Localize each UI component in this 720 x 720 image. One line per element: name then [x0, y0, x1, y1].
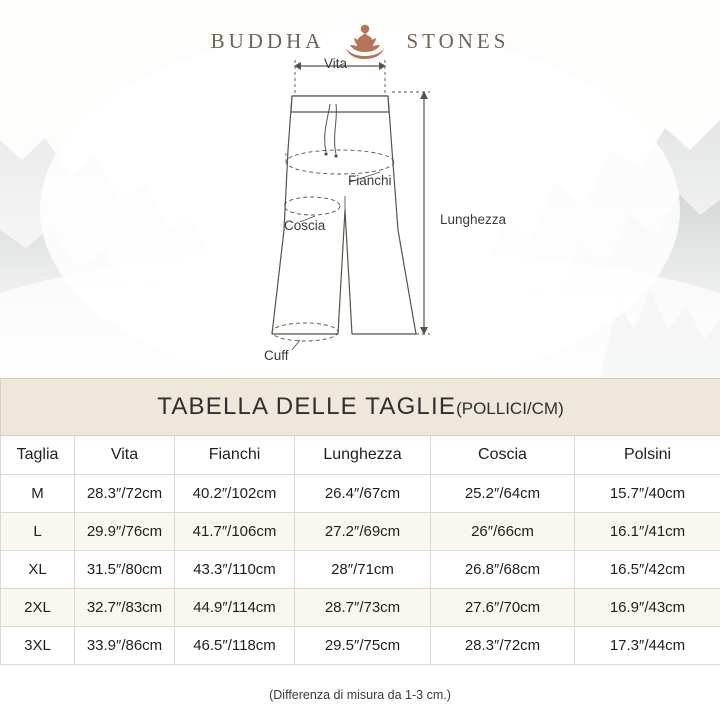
cell-thigh: 28.3″/72cm — [431, 627, 575, 665]
table-row — [1, 551, 720, 589]
cell-length: 29.5″/75cm — [295, 627, 431, 665]
label-thigh: Coscia — [284, 218, 326, 233]
table-header-row — [1, 436, 720, 475]
cell-waist: 32.7″/83cm — [75, 589, 175, 627]
brand-text-left: BUDDHA — [210, 28, 325, 53]
label-length: Lunghezza — [440, 212, 507, 227]
cell-size: M — [1, 475, 75, 513]
table-title-paren-close: ) — [558, 399, 564, 418]
table-row — [1, 513, 720, 551]
cell-hips: 41.7″/106cm — [175, 513, 295, 551]
cell-cuff: 17.3″/44cm — [575, 627, 720, 665]
cell-cuff: 16.5″/42cm — [575, 551, 720, 589]
brand-logo — [0, 18, 720, 64]
cell-waist: 29.9″/76cm — [75, 513, 175, 551]
cell-length: 28.7″/73cm — [295, 589, 431, 627]
size-chart — [0, 378, 720, 665]
cell-length: 28″/71cm — [295, 551, 431, 589]
lotus-buddha-icon — [338, 18, 392, 64]
cell-hips: 46.5″/118cm — [175, 627, 295, 665]
label-cuff: Cuff — [264, 348, 289, 363]
cell-size: L — [1, 513, 75, 551]
label-waist: Vita — [324, 56, 348, 71]
brand-text-right: STONES — [406, 28, 510, 53]
cell-cuff: 15.7″/40cm — [575, 475, 720, 513]
table-row — [1, 627, 720, 665]
cell-hips: 44.9″/114cm — [175, 589, 295, 627]
cell-cuff: 16.9″/43cm — [575, 589, 720, 627]
measurement-footnote: (Differenza di misura da 1-3 cm.) — [269, 688, 451, 702]
cell-hips: 43.3″/110cm — [175, 551, 295, 589]
table-row — [1, 475, 720, 513]
cell-size: 2XL — [1, 589, 75, 627]
column-header-thigh: Coscia — [431, 436, 575, 475]
cell-size: XL — [1, 551, 75, 589]
column-header-cuff: Polsini — [575, 436, 720, 475]
table-title-units: POLLICI/CM — [461, 399, 559, 418]
cell-thigh: 27.6″/70cm — [431, 589, 575, 627]
column-header-hips: Fianchi — [175, 436, 295, 475]
column-header-length: Lunghezza — [295, 436, 431, 475]
cell-waist: 31.5″/80cm — [75, 551, 175, 589]
table-title-cell — [1, 379, 720, 436]
column-header-waist: Vita — [75, 436, 175, 475]
cell-length: 27.2″/69cm — [295, 513, 431, 551]
table-title-paren-open: ( — [456, 399, 462, 418]
table-title-row — [1, 379, 720, 436]
cell-waist: 33.9″/86cm — [75, 627, 175, 665]
cell-cuff: 16.1″/41cm — [575, 513, 720, 551]
label-hips: Fianchi — [348, 173, 392, 188]
table-title-main: TABELLA DELLE TAGLIE — [157, 393, 457, 420]
cell-thigh: 26″/66cm — [431, 513, 575, 551]
cell-thigh: 25.2″/64cm — [431, 475, 575, 513]
size-chart-table — [0, 378, 720, 665]
cell-waist: 28.3″/72cm — [75, 475, 175, 513]
cell-length: 26.4″/67cm — [295, 475, 431, 513]
cell-hips: 40.2″/102cm — [175, 475, 295, 513]
table-row — [1, 589, 720, 627]
column-header-size: Taglia — [1, 436, 75, 475]
cell-size: 3XL — [1, 627, 75, 665]
cell-thigh: 26.8″/68cm — [431, 551, 575, 589]
